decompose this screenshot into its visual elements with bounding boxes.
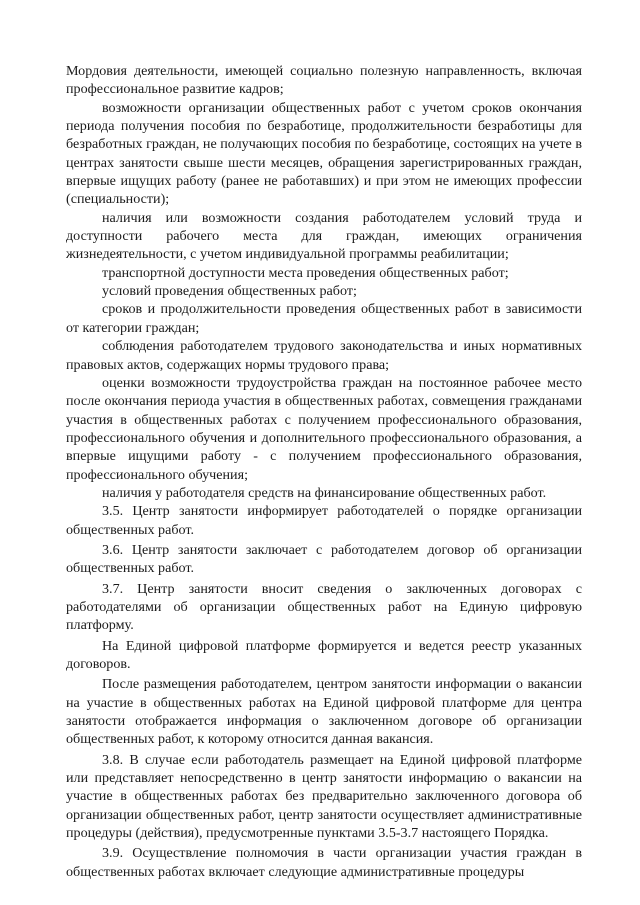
paragraph-registry: На Единой цифровой платформе формируется и ведется реестр указанных договоров. [66, 637, 582, 672]
paragraph-3-8: 3.8. В случае если работодатель размещает на Единой цифровой платформе или представляет непосредственно в центр занятости информацию о вакансии на участие в общественных работах без предварительно заключенного договора об организации общественных работ, центр занятости осуществляет административные процедуры (действия), предусмотренные пунктами 3.5-3.7 настоящего Порядка. [66, 751, 582, 842]
paragraph-duration: сроков и продолжительности проведения общественных работ в зависимости от категории граждан; [66, 301, 582, 336]
paragraph-3-5: 3.5. Центр занятости информирует работодателей о порядке организации общественных работ. [66, 503, 582, 538]
paragraph-3-6: 3.6. Центр занятости заключает с работодателем договор об организации общественных работ. [66, 541, 582, 577]
paragraph-transport-access: транспортной доступности места проведения общественных работ; [102, 264, 509, 281]
paragraph-employment-assessment: оценки возможности трудоустройства граждан на постоянное рабочее место после окончания периода участия в общественных работах, совмещения гражданами участия в общественных работах с получением профессионального образования, профессионального обучения и дополнительного профессионального образования, а впервые ищущими работу - с получением профессионального образования, профессионального обучения; [66, 374, 582, 483]
paragraph-vacancy-posting: После размещения работодателем, центром занятости информации о вакансии на участие в общественных работах на Единой цифровой платформе для центра занятости отображается информация о заключенном договоре об организации общественных работ, к которому относится данная вакансия. [66, 676, 582, 748]
paragraph-public-works-timing: возможности организации общественных работ с учетом сроков окончания периода получения пособия по безработице, продолжительности безработицы для безработных граждан, не получающих пособия по безработице, состоящих на учете в центрах занятости свыше шести месяцев, обращения зарегистрированных граждан, впервые ищущих работу (ранее не работавших) и при этом не имеющих профессии (специальности); [66, 99, 582, 208]
paragraph-working-conditions: наличия или возможности создания работодателем условий труда и доступности рабочего места для граждан, имеющих ограничения жизнедеятельности, с учетом индивидуальной программы реабилитации; [66, 209, 582, 263]
paragraph-continuation: Мордовия деятельности, имеющей социально полезную направленность, включая профессиональное развитие кадров; [66, 63, 582, 98]
paragraph-labor-law: соблюдения работодателем трудового законодательства и иных нормативных правовых актов, содержащих нормы трудового права; [66, 338, 582, 373]
paragraph-funding: наличия у работодателя средств на финансирование общественных работ. [102, 484, 547, 501]
paragraph-3-7: 3.7. Центр занятости вносит сведения о заключенных договорах с работодателями об организации общественных работ на Единую цифровую платформу. [66, 580, 582, 634]
paragraph-work-conditions: условий проведения общественных работ; [102, 283, 357, 300]
document-page [66, 62, 582, 881]
paragraph-3-9: 3.9. Осуществление полномочия в части организации участия граждан в общественных работах включает следующие административные процедуры [66, 845, 582, 880]
